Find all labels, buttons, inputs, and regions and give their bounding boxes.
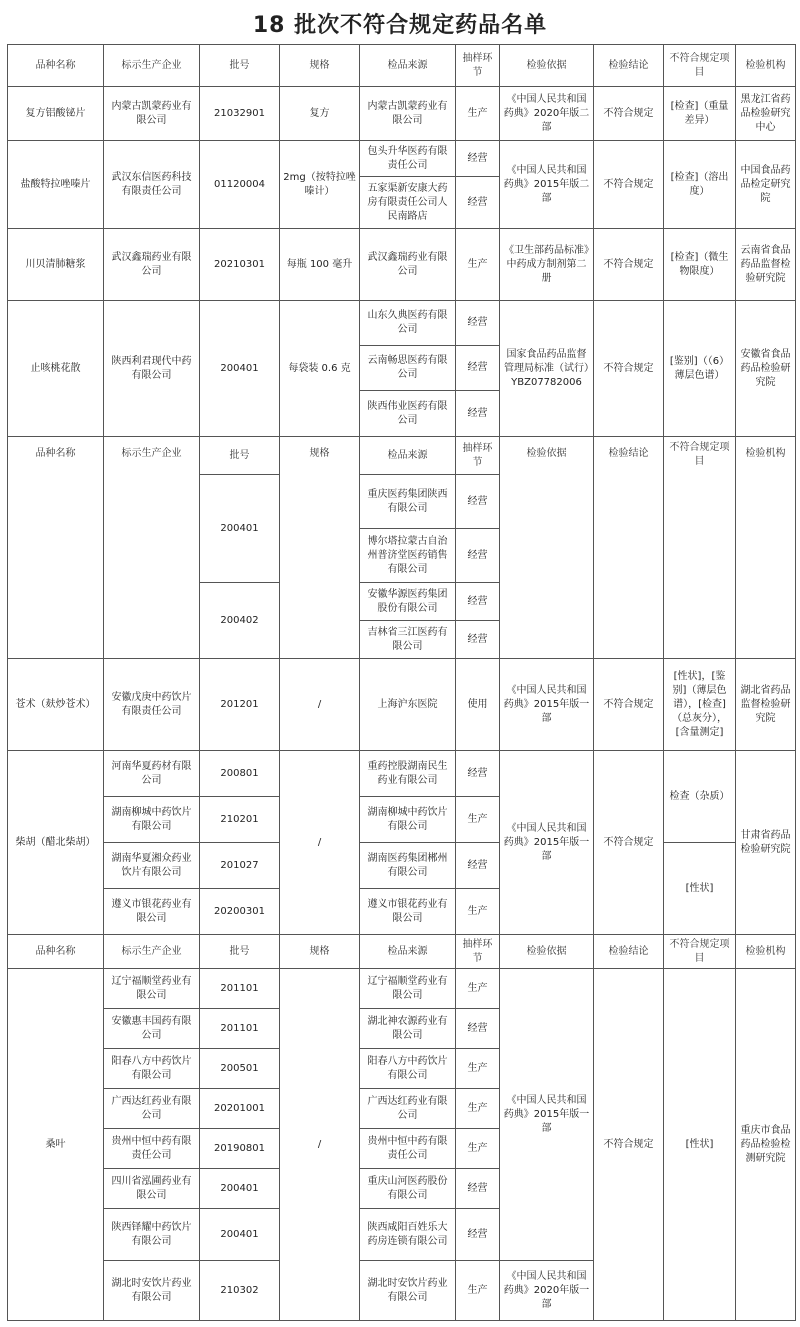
table-row: [8, 751, 796, 797]
test-basis: 《中国人民共和国药典》2015年版一部: [500, 659, 594, 751]
manufacturer: 遵义市银花药业有限公司: [104, 889, 200, 935]
sample-source: 阳春八方中药饮片有限公司: [360, 1049, 456, 1089]
test-basis: 《中国人民共和国药典》2020年版一部: [500, 1261, 594, 1321]
drug-name: 苍术（麸炒苍术）: [8, 659, 104, 751]
test-basis: 国家食品药品监督管理局标准（试行）YBZ07782006: [500, 301, 594, 437]
batch-number: 201201: [200, 659, 280, 751]
sampling-stage: 使用: [456, 659, 500, 751]
testing-agency: 重庆市食品药品检验检测研究院: [736, 969, 796, 1321]
sampling-stage: 经营: [456, 621, 500, 659]
specification: 复方: [280, 87, 360, 141]
test-basis: 《中国人民共和国药典》2020年版二部: [500, 87, 594, 141]
manufacturer: 湖南华夏湘众药业饮片有限公司: [104, 843, 200, 889]
specification: 2mg（按特拉唑嗪计）: [280, 141, 360, 229]
batch-number: 01120004: [200, 141, 280, 229]
header-cell: 规格: [280, 45, 360, 87]
header-cell: 抽样环节: [456, 935, 500, 969]
sample-source: 山东久典医药有限公司: [360, 301, 456, 346]
manufacturer: 陕西利君现代中药有限公司: [104, 301, 200, 437]
sample-source: 重庆医药集团陕西有限公司: [360, 475, 456, 529]
sample-source: 贵州中恒中药有限责任公司: [360, 1129, 456, 1169]
header-cell: 不符合规定项目: [664, 437, 736, 659]
header-cell: 检验结论: [594, 45, 664, 87]
sample-source: 湖南医药集团郴州有限公司: [360, 843, 456, 889]
batch-number: 201027: [200, 843, 280, 889]
sampling-stage: 生产: [456, 1261, 500, 1321]
sample-source: 陕西伟业医药有限公司: [360, 391, 456, 437]
sampling-stage: 生产: [456, 1089, 500, 1129]
sample-source: 上海沪东医院: [360, 659, 456, 751]
sampling-stage: 经营: [456, 583, 500, 621]
specification: /: [280, 969, 360, 1321]
test-basis: 《卫生部药品标准》中药成方制剂第二册: [500, 229, 594, 301]
sample-source: 内蒙古凯蒙药业有限公司: [360, 87, 456, 141]
document-title: 18 批次不符合规定药品名单: [252, 13, 548, 38]
sampling-stage: 生产: [456, 87, 500, 141]
sampling-stage: 经营: [456, 1209, 500, 1261]
header-cell: 检验依据: [500, 935, 594, 969]
header-cell: 检验机构: [736, 935, 796, 969]
manufacturer: 陕西铎耀中药饮片有限公司: [104, 1209, 200, 1261]
test-conclusion: 不符合规定: [594, 301, 664, 437]
header-cell: 检验结论: [594, 935, 664, 969]
testing-agency: 中国食品药品检定研究院: [736, 141, 796, 229]
sampling-stage: 生产: [456, 889, 500, 935]
header-cell: 检验依据: [500, 437, 594, 659]
test-conclusion: 不符合规定: [594, 969, 664, 1321]
testing-agency: 安徽省食品药品检验研究院: [736, 301, 796, 437]
testing-agency: 云南省食品药品监督检验研究院: [736, 229, 796, 301]
drug-name: 复方铝酸铋片: [8, 87, 104, 141]
sample-source: 湖南柳城中药饮片有限公司: [360, 797, 456, 843]
header-cell: 不符合规定项目: [664, 935, 736, 969]
header-cell: 检验依据: [500, 45, 594, 87]
failed-item: [性状]: [664, 843, 736, 935]
manufacturer: 湖北时安饮片药业有限公司: [104, 1261, 200, 1321]
specification: 每袋装 0.6 克: [280, 301, 360, 437]
batch-number: 21032901: [200, 87, 280, 141]
specification: 每瓶 100 毫升: [280, 229, 360, 301]
drug-name: 止咳桃花散: [8, 301, 104, 437]
failed-item: [检查]（微生物限度）: [664, 229, 736, 301]
batch-number: 20200301: [200, 889, 280, 935]
sampling-stage: 经营: [456, 843, 500, 889]
header-cell: 检品来源: [360, 437, 456, 475]
manufacturer: 广西达红药业有限公司: [104, 1089, 200, 1129]
header-cell: 规格: [280, 935, 360, 969]
sampling-stage: 经营: [456, 1169, 500, 1209]
sample-source: 辽宁福顺堂药业有限公司: [360, 969, 456, 1009]
test-basis: 《中国人民共和国药典》2015年版一部: [500, 969, 594, 1261]
header-cell: 批号: [200, 45, 280, 87]
test-conclusion: 不符合规定: [594, 659, 664, 751]
sample-source: 陕西咸阳百姓乐大药房连锁有限公司: [360, 1209, 456, 1261]
sampling-stage: 经营: [456, 391, 500, 437]
drug-name: 桑叶: [8, 969, 104, 1321]
batch-number: 210302: [200, 1261, 280, 1321]
sampling-stage: 生产: [456, 969, 500, 1009]
specification: /: [280, 751, 360, 935]
test-conclusion: 不符合规定: [594, 87, 664, 141]
test-conclusion: 不符合规定: [594, 141, 664, 229]
test-basis: 《中国人民共和国药典》2015年版一部: [500, 751, 594, 935]
manufacturer: 武汉鑫瑞药业有限公司: [104, 229, 200, 301]
test-conclusion: 不符合规定: [594, 751, 664, 935]
manufacturer: 安徽惠丰国药有限公司: [104, 1009, 200, 1049]
table-row: [8, 229, 796, 301]
manufacturer: 湖南柳城中药饮片有限公司: [104, 797, 200, 843]
header-cell: 不符合规定项目: [664, 45, 736, 87]
table-row: [8, 301, 796, 346]
batch-number: 210201: [200, 797, 280, 843]
manufacturer: 河南华夏药材有限公司: [104, 751, 200, 797]
header-cell: 检品来源: [360, 935, 456, 969]
sample-source: 博尔塔拉蒙古自治州普济堂医药销售有限公司: [360, 529, 456, 583]
sampling-stage: 生产: [456, 797, 500, 843]
header-cell: 检验机构: [736, 45, 796, 87]
header-cell: 品种名称: [8, 935, 104, 969]
header-cell: 批号: [200, 437, 280, 475]
sample-source: 湖北时安饮片药业有限公司: [360, 1261, 456, 1321]
failed-item: 检查（杂质）: [664, 751, 736, 843]
failed-item: [性状]: [664, 969, 736, 1321]
failed-item: [鉴别]（（6）薄层色谱）: [664, 301, 736, 437]
header-cell: 抽样环节: [456, 45, 500, 87]
manufacturer: 辽宁福顺堂药业有限公司: [104, 969, 200, 1009]
failed-item: [性状]，[鉴别]（薄层色谱），[检查]（总灰分），[含量测定]: [664, 659, 736, 751]
table-row: [8, 969, 796, 1009]
batch-number: 20201001: [200, 1089, 280, 1129]
header-cell: 检品来源: [360, 45, 456, 87]
sample-source: 重庆山河医药股份有限公司: [360, 1169, 456, 1209]
table-row: [8, 87, 796, 141]
header-cell: 标示生产企业: [104, 45, 200, 87]
table-row: [8, 141, 796, 177]
sample-source: 云南畅思医药有限公司: [360, 346, 456, 391]
header-cell: 规格: [280, 437, 360, 659]
drug-list-table: [7, 44, 796, 1321]
header-row: [8, 437, 796, 475]
sampling-stage: 经营: [456, 751, 500, 797]
batch-number: 200401: [200, 1209, 280, 1261]
manufacturer: 贵州中恒中药有限责任公司: [104, 1129, 200, 1169]
test-basis: 《中国人民共和国药典》2015年版二部: [500, 141, 594, 229]
failed-item: [检查]（溶出度）: [664, 141, 736, 229]
header-cell: 抽样环节: [456, 437, 500, 475]
batch-number: 201101: [200, 1009, 280, 1049]
header-cell: 批号: [200, 935, 280, 969]
header-row: [8, 45, 796, 87]
sampling-stage: 经营: [456, 529, 500, 583]
sample-source: 吉林省三江医药有限公司: [360, 621, 456, 659]
batch-number: 200402: [200, 583, 280, 659]
manufacturer: 四川省泓圃药业有限公司: [104, 1169, 200, 1209]
manufacturer: 内蒙古凯蒙药业有限公司: [104, 87, 200, 141]
sampling-stage: 经营: [456, 177, 500, 229]
testing-agency: 黑龙江省药品检验研究中心: [736, 87, 796, 141]
specification: /: [280, 659, 360, 751]
sample-source: 广西达红药业有限公司: [360, 1089, 456, 1129]
header-cell: 检验结论: [594, 437, 664, 659]
batch-number: 20210301: [200, 229, 280, 301]
drug-name: 盐酸特拉唑嗪片: [8, 141, 104, 229]
batch-number: 200401: [200, 301, 280, 437]
manufacturer: 阳春八方中药饮片有限公司: [104, 1049, 200, 1089]
batch-number: 200401: [200, 1169, 280, 1209]
sampling-stage: 经营: [456, 301, 500, 346]
table-row: [8, 843, 796, 889]
header-cell: 品种名称: [8, 437, 104, 659]
sample-source: 重药控股湖南民生药业有限公司: [360, 751, 456, 797]
sample-source: 遵义市银花药业有限公司: [360, 889, 456, 935]
drug-name: 川贝清肺糖浆: [8, 229, 104, 301]
sample-source: 武汉鑫瑞药业有限公司: [360, 229, 456, 301]
header-cell: 标示生产企业: [104, 935, 200, 969]
sample-source: 五家渠新安康大药房有限责任公司人民南路店: [360, 177, 456, 229]
batch-number: 201101: [200, 969, 280, 1009]
sampling-stage: 生产: [456, 229, 500, 301]
failed-item: [检查]（重量差异）: [664, 87, 736, 141]
testing-agency: 甘肃省药品检验研究院: [736, 751, 796, 935]
header-cell: 品种名称: [8, 45, 104, 87]
sample-source: 安徽华源医药集团股份有限公司: [360, 583, 456, 621]
table-row: [8, 659, 796, 751]
sample-source: 湖北神农源药业有限公司: [360, 1009, 456, 1049]
sampling-stage: 生产: [456, 1129, 500, 1169]
batch-number: 200801: [200, 751, 280, 797]
manufacturer: 安徽戊庚中药饮片有限责任公司: [104, 659, 200, 751]
manufacturer: 武汉东信医药科技有限责任公司: [104, 141, 200, 229]
testing-agency: 湖北省药品监督检验研究院: [736, 659, 796, 751]
batch-number: 20190801: [200, 1129, 280, 1169]
sampling-stage: 经营: [456, 475, 500, 529]
batch-number: 200401: [200, 475, 280, 583]
drug-name: 柴胡（醋北柴胡）: [8, 751, 104, 935]
header-row: [8, 935, 796, 969]
sampling-stage: 生产: [456, 1049, 500, 1089]
sampling-stage: 经营: [456, 346, 500, 391]
header-cell: 检验机构: [736, 437, 796, 659]
batch-number: 200501: [200, 1049, 280, 1089]
sampling-stage: 经营: [456, 141, 500, 177]
test-conclusion: 不符合规定: [594, 229, 664, 301]
sampling-stage: 经营: [456, 1009, 500, 1049]
header-cell: 标示生产企业: [104, 437, 200, 659]
sample-source: 包头升华医药有限责任公司: [360, 141, 456, 177]
